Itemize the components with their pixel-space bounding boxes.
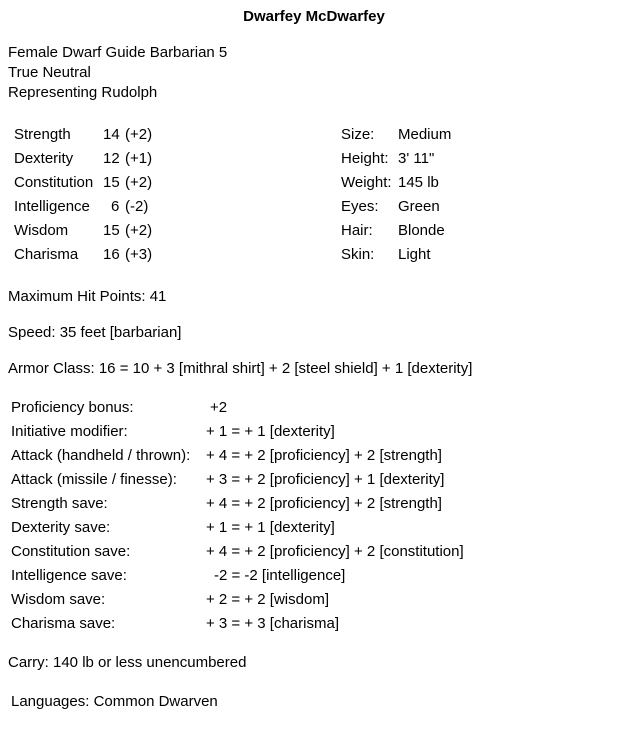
physical-row	[341, 222, 601, 246]
ability-name: Constitution	[14, 174, 94, 191]
modifiers-table	[11, 399, 611, 639]
physical-row	[341, 126, 601, 150]
ability-row	[14, 222, 314, 246]
physical-value: Medium	[398, 126, 452, 143]
page-title: Dwarfey McDwarfey	[243, 8, 385, 25]
physical-label: Hair:	[341, 222, 373, 239]
ability-row	[14, 174, 314, 198]
modifier-row	[11, 423, 611, 447]
physical-label: Size:	[341, 126, 375, 143]
modifier-row	[11, 399, 611, 423]
languages: Languages: Common Dwarven	[11, 693, 218, 710]
ability-score: 6	[111, 198, 120, 215]
modifier-label: Wisdom save:	[11, 591, 106, 608]
modifier-label: Initiative modifier:	[11, 423, 128, 440]
carry: Carry: 140 lb or less unencumbered	[8, 654, 247, 671]
physical-label: Eyes:	[341, 198, 379, 215]
modifier-value: + 3 = + 3 [charisma]	[206, 615, 339, 632]
ability-name: Dexterity	[14, 150, 74, 167]
modifier-label: Attack (missile / finesse):	[11, 471, 177, 488]
ability-mod: (+2)	[125, 174, 153, 191]
modifier-label: Attack (handheld / thrown):	[11, 447, 191, 464]
modifier-row	[11, 495, 611, 519]
ability-score: 15	[103, 174, 120, 191]
modifier-label: Proficiency bonus:	[11, 399, 134, 416]
ability-mod: (+1)	[125, 150, 153, 167]
modifier-value: +2	[210, 399, 228, 416]
speed: Speed: 35 feet [barbarian]	[8, 324, 182, 341]
ability-score: 15	[103, 222, 120, 239]
hit-points: Maximum Hit Points: 41	[8, 288, 167, 305]
ability-row	[14, 126, 314, 150]
physical-row	[341, 150, 601, 174]
physical-row	[341, 174, 601, 198]
physical-value: Green	[398, 198, 440, 215]
physical-value: 145 lb	[398, 174, 439, 191]
ability-mod: (+2)	[125, 222, 153, 239]
ability-mod: (+3)	[125, 246, 153, 263]
modifier-value: + 4 = + 2 [proficiency] + 2 [constitution]	[206, 543, 464, 560]
modifier-value: + 1 = + 1 [dexterity]	[206, 423, 335, 440]
modifier-label: Strength save:	[11, 495, 108, 512]
ability-name: Strength	[14, 126, 71, 143]
modifier-value: -2 = -2 [intelligence]	[214, 567, 346, 584]
modifier-value: + 1 = + 1 [dexterity]	[206, 519, 335, 536]
modifier-row	[11, 447, 611, 471]
physical-description	[341, 126, 601, 270]
ability-score: 14	[103, 126, 120, 143]
physical-label: Weight:	[341, 174, 392, 191]
modifier-label: Dexterity save:	[11, 519, 111, 536]
armor-class: Armor Class: 16 = 10 + 3 [mithral shirt] + 2 [steel shield] + 1 [dexterity]	[8, 360, 473, 377]
physical-value: 3' 11"	[398, 150, 435, 167]
modifier-value: + 4 = + 2 [proficiency] + 2 [strength]	[206, 495, 442, 512]
ability-mod: (+2)	[125, 126, 153, 143]
modifier-label: Charisma save:	[11, 615, 116, 632]
modifier-value: + 3 = + 2 [proficiency] + 1 [dexterity]	[206, 471, 445, 488]
ability-row	[14, 246, 314, 270]
modifier-row	[11, 615, 611, 639]
physical-row	[341, 198, 601, 222]
modifier-row	[11, 543, 611, 567]
ability-score: 16	[103, 246, 120, 263]
modifier-value: + 4 = + 2 [proficiency] + 2 [strength]	[206, 447, 442, 464]
ability-name: Intelligence	[14, 198, 90, 215]
modifier-label: Intelligence save:	[11, 567, 127, 584]
modifier-row	[11, 567, 611, 591]
ability-row	[14, 150, 314, 174]
physical-value: Blonde	[398, 222, 445, 239]
ability-score: 12	[103, 150, 120, 167]
ability-name: Charisma	[14, 246, 79, 263]
modifier-row	[11, 519, 611, 543]
physical-label: Skin:	[341, 246, 375, 263]
physical-row	[341, 246, 601, 270]
representing-line: Representing Rudolph	[8, 84, 158, 101]
physical-label: Height:	[341, 150, 389, 167]
ability-scores	[14, 126, 314, 270]
modifier-label: Constitution save:	[11, 543, 131, 560]
alignment-line: True Neutral	[8, 64, 91, 81]
class-line: Female Dwarf Guide Barbarian 5	[8, 44, 228, 61]
ability-row	[14, 198, 314, 222]
ability-name: Wisdom	[14, 222, 69, 239]
physical-value: Light	[398, 246, 431, 263]
modifier-row	[11, 471, 611, 495]
modifier-row	[11, 591, 611, 615]
modifier-value: + 2 = + 2 [wisdom]	[206, 591, 329, 608]
ability-mod: (-2)	[125, 198, 149, 215]
